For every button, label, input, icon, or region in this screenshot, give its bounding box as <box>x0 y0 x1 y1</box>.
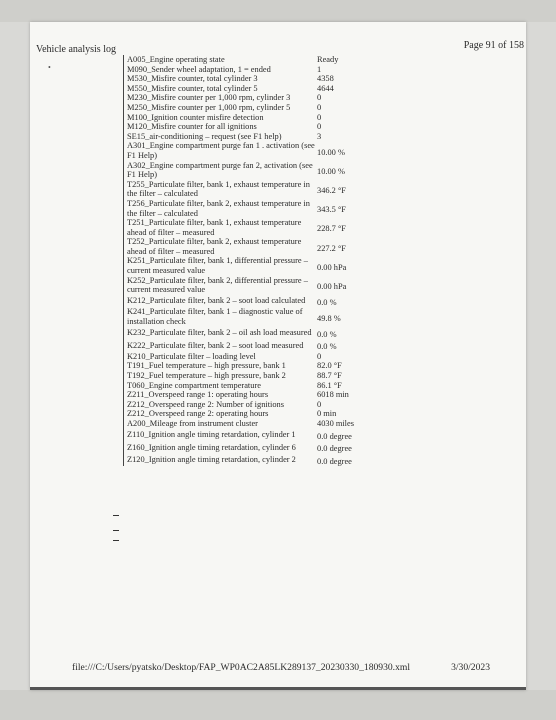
parameter-label: M250_Misfire counter per 1,000 rpm, cylinder 5 <box>127 102 291 112</box>
parameter-label: Z212_Overspeed range 2: Number of ignitions <box>127 399 284 409</box>
parameter-label: K212_Particulate filter, bank 2 – soot load calculated <box>127 296 306 306</box>
table-row <box>124 84 396 94</box>
table-row <box>124 307 396 326</box>
table-row <box>124 454 396 467</box>
parameter-value: 6018 min <box>317 390 349 400</box>
parameter-label: K232_Particulate filter, bank 2 – oil ash load measured <box>127 328 312 338</box>
parameter-label: T255_Particulate filter, bank 1, exhaust temperature in the filter – calculated <box>127 179 310 199</box>
table-row <box>124 419 396 429</box>
parameter-label: Z160_Ignition angle timing retardation, cylinder 6 <box>127 442 296 452</box>
table-row <box>124 371 396 381</box>
parameter-label: T256_Particulate filter, bank 2, exhaust temperature in the filter – calculated <box>127 198 310 218</box>
parameter-label: SE15_air-conditioning – request (see F1 help) <box>127 131 282 141</box>
parameter-label: T191_Fuel temperature – high pressure, bank 1 <box>127 361 286 371</box>
parameter-value: 1 <box>317 64 322 74</box>
table-row <box>124 122 396 132</box>
parameter-label: K210_Particulate filter – loading level <box>127 351 256 361</box>
parameter-value: 0.0 degree <box>317 431 352 441</box>
table-row <box>124 55 396 65</box>
table-row <box>124 218 396 237</box>
parameter-value: 4644 <box>317 83 334 93</box>
parameter-label: M100_Ignition counter misfire detection <box>127 112 264 122</box>
parameter-value: 88.7 °F <box>317 371 342 380</box>
parameter-label: T192_Fuel temperature – high pressure, bank 2 <box>127 371 286 380</box>
table-row <box>124 339 396 352</box>
parameter-label: K241_Particulate filter, bank 1 – diagnostic value of installation check <box>127 307 303 327</box>
scan-top-edge <box>0 0 556 22</box>
parameter-label: T252_Particulate filter, bank 2, exhaust temperature ahead of filter – measured <box>127 237 302 256</box>
table-row <box>124 132 396 142</box>
parameter-label: M230_Misfire counter per 1,000 rpm, cylinder 3 <box>127 93 291 103</box>
parameter-value: 0 <box>317 112 322 122</box>
table-row <box>124 161 396 180</box>
parameter-value: 346.2 °F <box>317 186 346 196</box>
parameter-label: A200_Mileage from instrument cluster <box>127 418 258 428</box>
page-number: Page 91 of 158 <box>463 40 524 51</box>
parameter-label: Z120_Ignition angle timing retardation, cylinder 2 <box>127 455 296 465</box>
parameter-label: M090_Sender wheel adaptation, 1 = ended <box>127 64 271 74</box>
table-row <box>124 352 396 362</box>
table-row <box>124 390 396 400</box>
parameter-value: 0.0 % <box>317 329 337 339</box>
parameter-value: 10.00 % <box>317 166 345 176</box>
table-row <box>124 237 396 256</box>
parameter-label: A301_Engine compartment purge fan 1 . activation (see F1 Help) <box>127 141 315 160</box>
parameter-value: 0 <box>317 93 322 103</box>
parameter-label: Z212_Overspeed range 2: operating hours <box>127 409 269 419</box>
margin-mark <box>113 515 119 516</box>
parameter-value: 228.7 °F <box>317 224 346 234</box>
parameter-value: 49.8 % <box>317 313 341 323</box>
table-row <box>124 441 396 454</box>
parameter-value: 0.0 % <box>317 297 337 307</box>
parameter-value: 0.00 hPa <box>317 262 347 272</box>
parameter-value: 0.0 degree <box>317 456 352 466</box>
parameter-value: 0.00 hPa <box>317 281 347 291</box>
table-row <box>124 103 396 113</box>
stray-mark: • <box>48 63 51 72</box>
parameter-value: Ready <box>317 55 339 64</box>
parameter-label: M120_Misfire counter for all ignitions <box>127 122 257 132</box>
table-row <box>124 113 396 123</box>
parameter-value: 0.0 % <box>317 342 337 352</box>
parameter-label: Z110_Ignition angle timing retardation, cylinder 1 <box>127 430 296 440</box>
parameter-label: K252_Particulate filter, bank 2, differential pressure – current measured value <box>127 275 308 295</box>
parameter-label: K251_Particulate filter, bank 1, differential pressure – current measured value <box>127 256 308 276</box>
document-title: Vehicle analysis log <box>36 44 116 55</box>
parameter-value: 0 <box>317 351 322 361</box>
parameter-value: 0 min <box>317 409 337 419</box>
page-bottom-border <box>30 687 526 690</box>
margin-mark <box>113 540 119 541</box>
parameter-label: Z211_Overspeed range 1: operating hours <box>127 390 269 400</box>
parameter-value: 343.5 °F <box>317 205 346 215</box>
table-row <box>124 295 396 308</box>
parameter-value: 4358 <box>317 74 334 84</box>
table-row <box>124 381 396 391</box>
parameter-value: 0.0 degree <box>317 444 352 454</box>
table-row <box>124 361 396 371</box>
file-path: file:///C:/Users/pyatsko/Desktop/FAP_WP0AC2A85LK289137_20230330_180930.xml <box>72 662 411 673</box>
table-row <box>124 276 396 295</box>
parameter-value: 0 <box>317 102 322 112</box>
parameter-label: M550_Misfire counter, total cylinder 5 <box>127 83 258 93</box>
parameter-value: 227.2 °F <box>317 243 346 253</box>
print-date: 3/30/2023 <box>451 662 490 673</box>
parameter-label: A005_Engine operating state <box>127 55 225 64</box>
table-row <box>124 327 396 340</box>
parameter-value: 10.00 % <box>317 147 345 157</box>
parameter-label: K222_Particulate filter, bank 2 – soot load measured <box>127 340 304 350</box>
parameter-value: 3 <box>317 131 322 141</box>
parameter-value: 4030 miles <box>317 418 354 428</box>
parameter-value: 0 <box>317 399 322 409</box>
table-row <box>124 256 396 275</box>
parameter-label: A302_Engine compartment purge fan 2, activation (see F1 Help) <box>127 160 313 180</box>
table-row <box>124 65 396 75</box>
parameter-value: 82.0 °F <box>317 361 342 371</box>
table-row <box>124 409 396 419</box>
parameter-value: 86.1 °F <box>317 380 342 390</box>
scan-bottom-edge <box>0 690 556 720</box>
parameter-label: T060_Engine compartment temperature <box>127 380 261 390</box>
table-row <box>124 74 396 84</box>
table-row <box>124 93 396 103</box>
parameter-label: M530_Misfire counter, total cylinder 3 <box>127 74 258 84</box>
parameter-label: T251_Particulate filter, bank 1, exhaust temperature ahead of filter – measured <box>127 218 302 237</box>
table-row <box>124 180 396 199</box>
parameter-table <box>123 55 396 466</box>
table-row <box>124 400 396 410</box>
margin-mark <box>113 530 119 531</box>
table-row <box>124 429 396 442</box>
parameter-value: 0 <box>317 122 322 132</box>
table-row <box>124 199 396 218</box>
table-row <box>124 141 396 160</box>
